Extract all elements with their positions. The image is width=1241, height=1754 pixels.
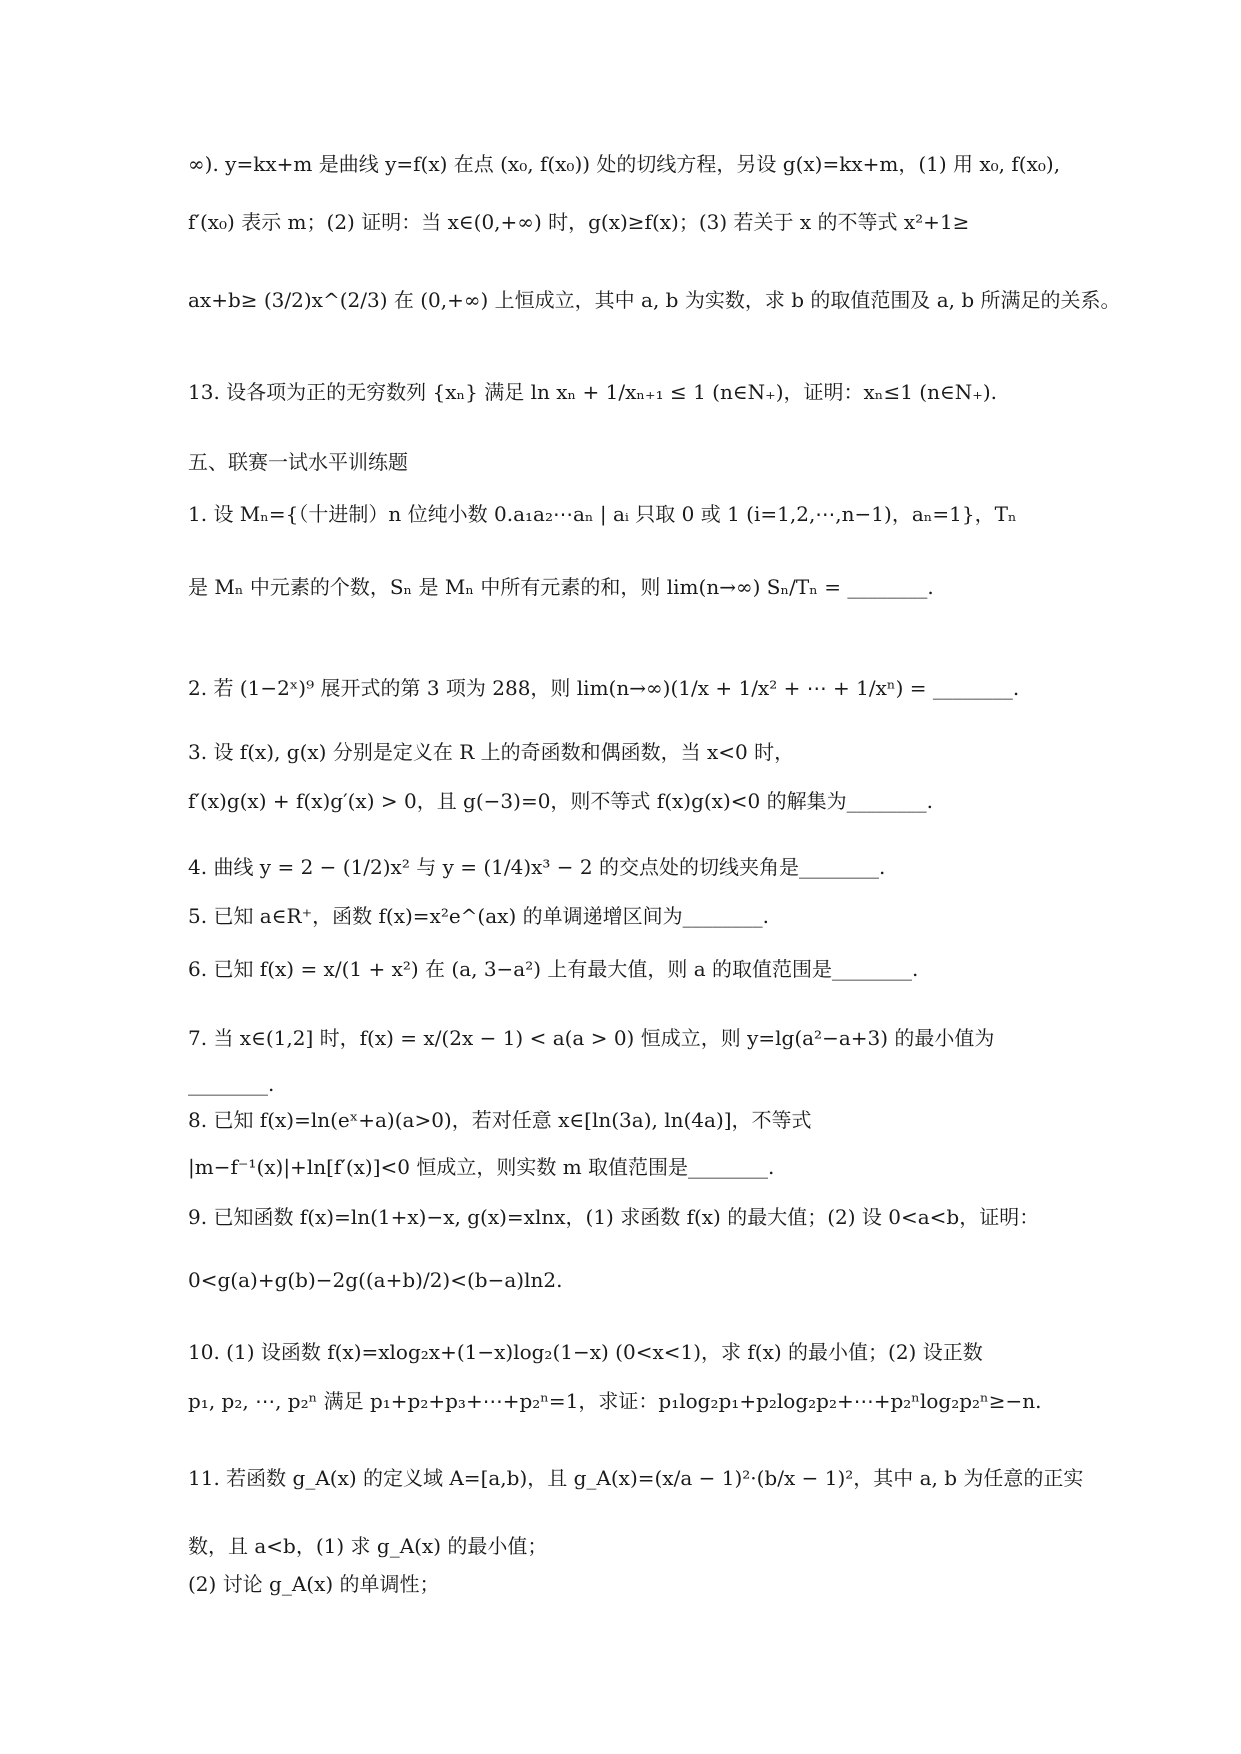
text-line: 11. 若函数 g_A(x) 的定义域 A=[a,b)，且 g_A(x)=(x/a − 1)²·(b/x − 1)²，其中 a, b 为任意的正实 <box>188 1466 1084 1490</box>
text-line: 5. 已知 a∈R⁺，函数 f(x)=x²e^(ax) 的单调递增区间为________. <box>188 904 769 928</box>
text-line: 2. 若 (1−2ˣ)⁹ 展开式的第 3 项为 288，则 lim(n→∞)(1/x + 1/x² + ⋯ + 1/xⁿ) = ________. <box>188 676 1020 700</box>
text-line: 1. 设 Mₙ={（十进制）n 位纯小数 0.a₁a₂⋯aₙ | aᵢ 只取 0 或 1 (i=1,2,⋯,n−1)，aₙ=1}，Tₙ <box>188 502 1017 526</box>
text-line: 6. 已知 f(x) = x/(1 + x²) 在 (a, 3−a²) 上有最大值，则 a 的取值范围是________. <box>188 957 919 981</box>
text-line: 数，且 a<b，(1) 求 g_A(x) 的最小值； <box>188 1534 548 1558</box>
text-line: 8. 已知 f(x)=ln(eˣ+a)(a>0)，若对任意 x∈[ln(3a), ln(4a)]，不等式 <box>188 1108 812 1132</box>
text-line: 7. 当 x∈(1,2] 时，f(x) = x/(2x − 1) < a(a > 0) 恒成立，则 y=lg(a²−a+3) 的最小值为 <box>188 1026 995 1050</box>
text-line: 13. 设各项为正的无穷数列 {xₙ} 满足 ln xₙ + 1/xₙ₊₁ ≤ 1 (n∈N₊)，证明：xₙ≤1 (n∈N₊). <box>188 380 998 404</box>
text-line: (2) 讨论 g_A(x) 的单调性； <box>188 1572 440 1596</box>
text-line: f′(x)g(x) + f(x)g′(x) > 0，且 g(−3)=0，则不等式 f(x)g(x)<0 的解集为________. <box>188 789 933 813</box>
text-line: |m−f⁻¹(x)|+ln[f′(x)]<0 恒成立，则实数 m 取值范围是________. <box>188 1155 775 1179</box>
text-line: 五、联赛一试水平训练题 <box>188 450 408 474</box>
text-line: 0<g(a)+g(b)−2g((a+b)/2)<(b−a)ln2. <box>188 1268 563 1292</box>
text-line: ________. <box>188 1072 275 1096</box>
text-line: 10. (1) 设函数 f(x)=xlog₂x+(1−x)log₂(1−x) (0<x<1)，求 f(x) 的最小值；(2) 设正数 <box>188 1340 983 1364</box>
text-line: p₁, p₂, ⋯, p₂ⁿ 满足 p₁+p₂+p₃+⋯+p₂ⁿ=1，求证：p₁log₂p₁+p₂log₂p₂+⋯+p₂ⁿlog₂p₂ⁿ≥−n. <box>188 1389 1042 1413</box>
text-line: 4. 曲线 y = 2 − (1/2)x² 与 y = (1/4)x³ − 2 的交点处的切线夹角是________. <box>188 855 886 879</box>
text-line: ax+b≥ (3/2)x^(2/3) 在 (0,+∞) 上恒成立，其中 a, b 为实数，求 b 的取值范围及 a, b 所满足的关系。 <box>188 288 1121 312</box>
text-line: 3. 设 f(x), g(x) 分别是定义在 R 上的奇函数和偶函数，当 x<0 时， <box>188 740 795 764</box>
text-line: ∞). y=kx+m 是曲线 y=f(x) 在点 (x₀, f(x₀)) 处的切线方程，另设 g(x)=kx+m，(1) 用 x₀, f(x₀), <box>188 152 1061 176</box>
text-line: f′(x₀) 表示 m；(2) 证明：当 x∈(0,+∞) 时，g(x)≥f(x)；(3) 若关于 x 的不等式 x²+1≥ <box>188 210 970 234</box>
text-line: 9. 已知函数 f(x)=ln(1+x)−x, g(x)=xlnx，(1) 求函数 f(x) 的最大值；(2) 设 0<a<b，证明： <box>188 1205 1040 1229</box>
text-line: 是 Mₙ 中元素的个数，Sₙ 是 Mₙ 中所有元素的和，则 lim(n→∞) Sₙ/Tₙ = ________. <box>188 575 934 599</box>
